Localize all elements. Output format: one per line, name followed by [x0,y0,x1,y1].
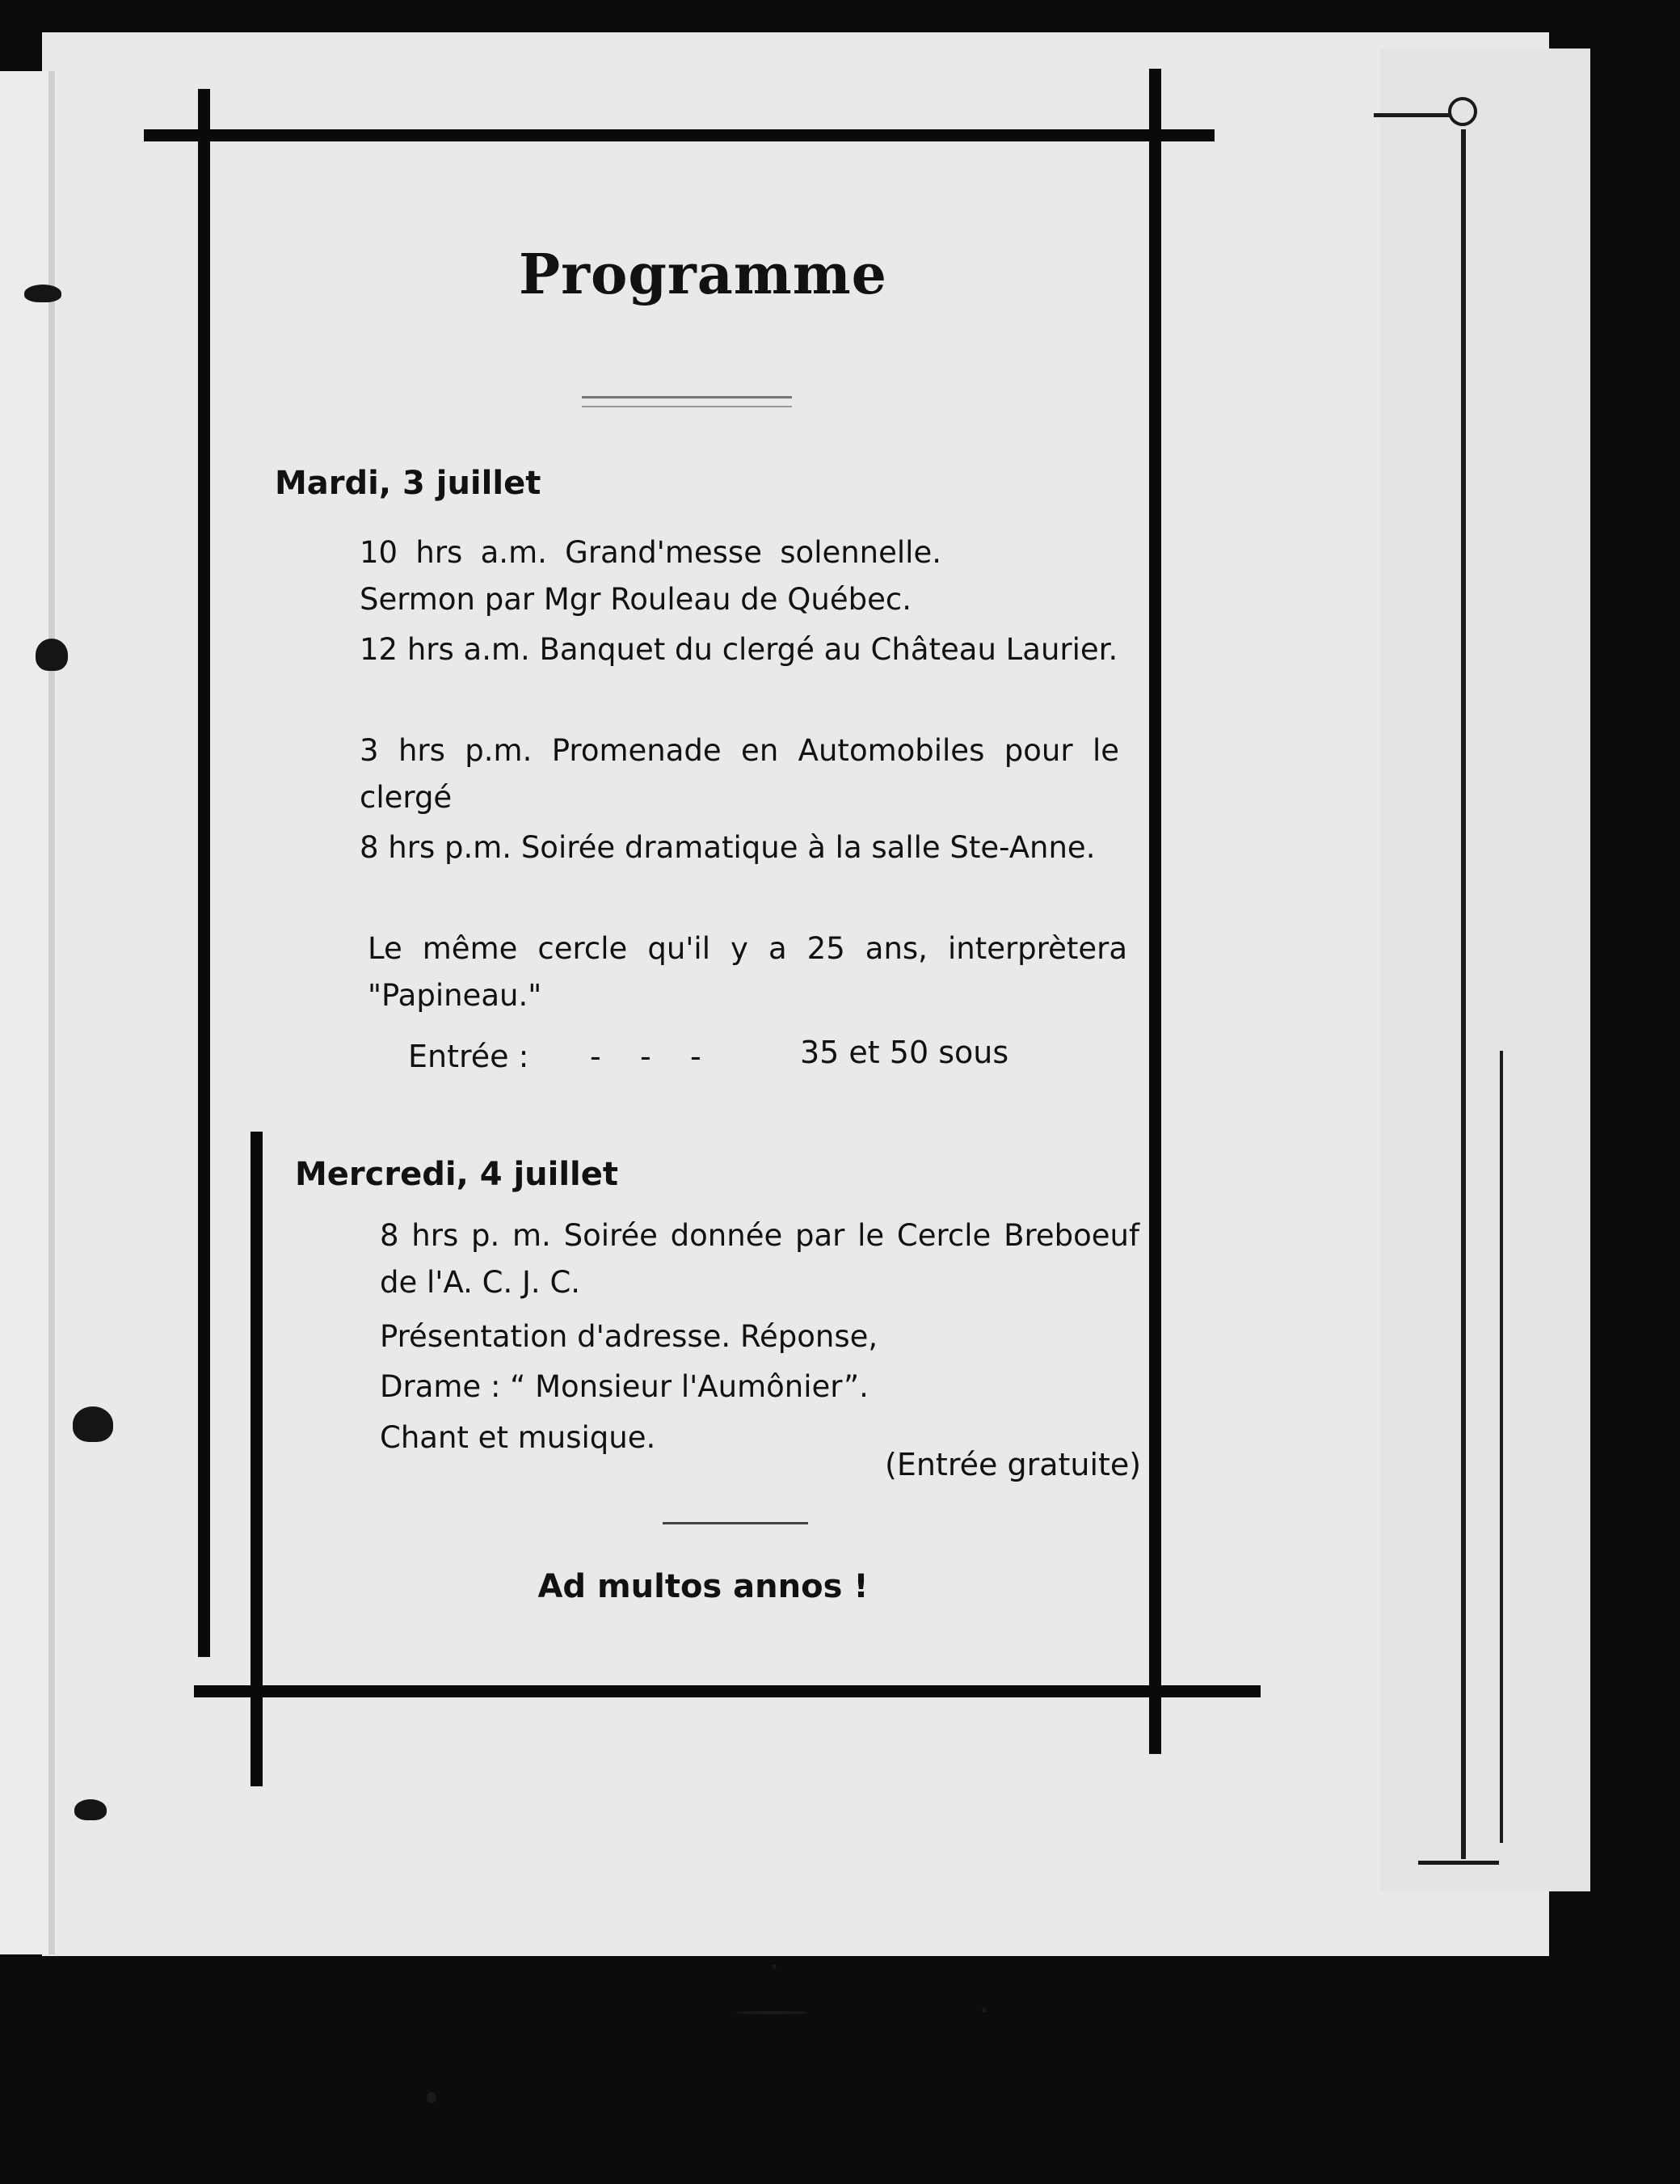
entry-papineau: Le même cercle qu'il y a 25 ans, interprètera "Papineau." [368,931,1127,1013]
speck-3 [982,2008,987,2013]
fee-dashes: - - - [590,1039,701,1074]
entry-presentation: Présentation d'adresse. Réponse, [380,1319,878,1354]
frame-left-top [198,89,210,1657]
entry-banquet: 12 hrs a.m. Banquet du clergé au Château Laurier. [360,632,1118,667]
entry-drame: Drame : “ Monsieur l'Aumônier”. [380,1369,869,1404]
entry-soiree-cercle: 8 hrs p. m. Soirée donnée par le Cercle Breboeuf de l'A. C. J. C. [380,1218,1139,1300]
speck-1 [772,1964,777,1969]
day-heading-wednesday: Mercredi, 4 juillet [295,1156,619,1193]
closing-text: Ad multos annos ! [537,1568,869,1605]
frame-top [144,129,1215,141]
speck-4 [427,2092,436,2103]
right-page-rule-top [1374,113,1451,117]
day-heading-tuesday: Mardi, 3 juillet [275,465,541,502]
title-divider-2 [582,406,792,407]
fee-value: 35 et 50 sous [800,1035,1009,1070]
entry-note-free: (Entrée gratuite) [885,1447,1142,1482]
entry-grand-messe: 10 hrs a.m. Grand'messe solennelle. Sermon par Mgr Rouleau de Québec. [360,535,941,617]
left-ornament-4 [74,1799,107,1820]
closing-divider [663,1522,808,1524]
entry-chant: Chant et musique. [380,1420,656,1455]
right-page-rule-bottom [1418,1861,1499,1865]
left-ornament-2 [36,639,68,671]
ring-ornament [1448,97,1477,126]
frame-right [1149,69,1161,1754]
page-title: Programme [519,242,887,307]
title-divider [582,396,792,398]
speck-2 [735,2011,808,2014]
frame-bottom [194,1685,1261,1697]
fee-label: Entrée : [408,1039,529,1074]
left-page-fold [48,71,55,1954]
left-ornament-1 [24,285,61,302]
left-ornament-3 [73,1406,113,1442]
entry-soiree-dramatique: 8 hrs p.m. Soirée dramatique à la salle Ste-Anne. [360,830,1096,865]
right-page-line-1 [1461,129,1466,1859]
right-page [1380,48,1590,1891]
entry-promenade: 3 hrs p.m. Promenade en Automobiles pour le clergé [360,733,1119,815]
right-page-line-2 [1500,1051,1503,1843]
